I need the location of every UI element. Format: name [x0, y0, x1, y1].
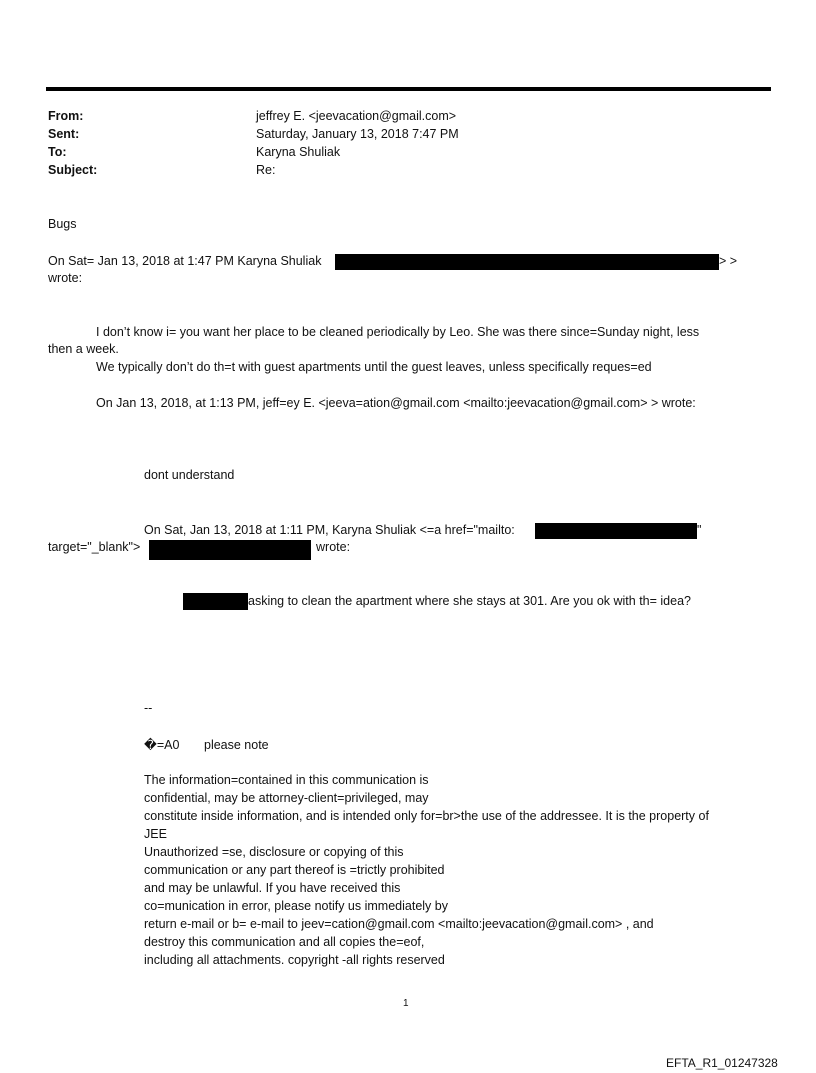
quote3-wrote: wrote:	[316, 540, 351, 554]
subject-value: Re:	[256, 163, 276, 177]
quote3-header: On Sat, Jan 13, 2018 at 1:11 PM, Karyna Shuliak <=a href="mailto:	[144, 523, 515, 537]
quote3-quote: "	[697, 523, 702, 537]
sent-value: Saturday, January 13, 2018 7:47 PM	[256, 127, 459, 141]
disclaimer-line: constitute inside information, and is intended only for=br>the use of the addressee. It is the property of	[144, 809, 709, 823]
from-label: From:	[48, 109, 84, 123]
to-label: To:	[48, 145, 67, 159]
note-prefix: �=A0	[144, 738, 180, 752]
disclaimer-line: communication or any part thereof is =trictly prohibited	[144, 863, 445, 877]
msg1-line3: We typically don’t do th=t with guest apartments until the guest leaves, unless specifically reques=ed	[96, 360, 652, 374]
redaction-box	[535, 523, 697, 539]
quote1-wrote: wrote:	[48, 271, 83, 285]
signature-dashes: --	[144, 701, 153, 715]
disclaimer-line: confidential, may be attorney-client=privileged, may	[144, 791, 429, 805]
header-divider	[46, 87, 771, 91]
reply-text: Bugs	[48, 217, 77, 231]
from-value: jeffrey E. <jeevacation@gmail.com>	[256, 109, 457, 123]
disclaimer-line: JEE	[144, 827, 167, 841]
msg2-text: dont understand	[144, 468, 235, 482]
page-number: 1	[403, 998, 409, 1009]
quote1-header: On Sat= Jan 13, 2018 at 1:47 PM Karyna Shuliak	[48, 254, 322, 268]
disclaimer-line: and may be unlawful. If you have received this	[144, 881, 401, 895]
disclaimer-line: destroy this communication and all copies the=eof,	[144, 935, 425, 949]
quote1-header-end: > >	[719, 254, 738, 268]
to-value: Karyna Shuliak	[256, 145, 341, 159]
redaction-box	[183, 593, 248, 610]
msg1-line1: I don’t know i= you want her place to be cleaned periodically by Leo. She was there since=Sunday night, less	[96, 325, 700, 339]
disclaimer-line: return e-mail or b= e-mail to jeev=cation@gmail.com <mailto:jeevacation@gmail.com> , and	[144, 917, 654, 931]
note-text: please note	[204, 738, 269, 752]
disclaimer-line: including all attachments. copyright -all rights reserved	[144, 953, 445, 967]
redaction-box	[149, 540, 311, 560]
msg3-text: asking to clean the apartment where she stays at 301. Are you ok with th= idea?	[248, 594, 691, 608]
redaction-box	[335, 254, 719, 270]
document-id: EFTA_R1_01247328	[666, 1056, 778, 1070]
sent-label: Sent:	[48, 127, 80, 141]
msg1-line2: then a week.	[48, 342, 119, 356]
quote2-header: On Jan 13, 2018, at 1:13 PM, jeff=ey E. <jeeva=ation@gmail.com <mailto:jeevacation@gmail.com> > wrote:	[96, 396, 696, 410]
disclaimer-line: The information=contained in this communication is	[144, 773, 429, 787]
disclaimer-line: Unauthorized =se, disclosure or copying of this	[144, 845, 404, 859]
subject-label: Subject:	[48, 163, 98, 177]
quote3-target: target="_blank">	[48, 540, 141, 554]
disclaimer-line: co=munication in error, please notify us immediately by	[144, 899, 448, 913]
